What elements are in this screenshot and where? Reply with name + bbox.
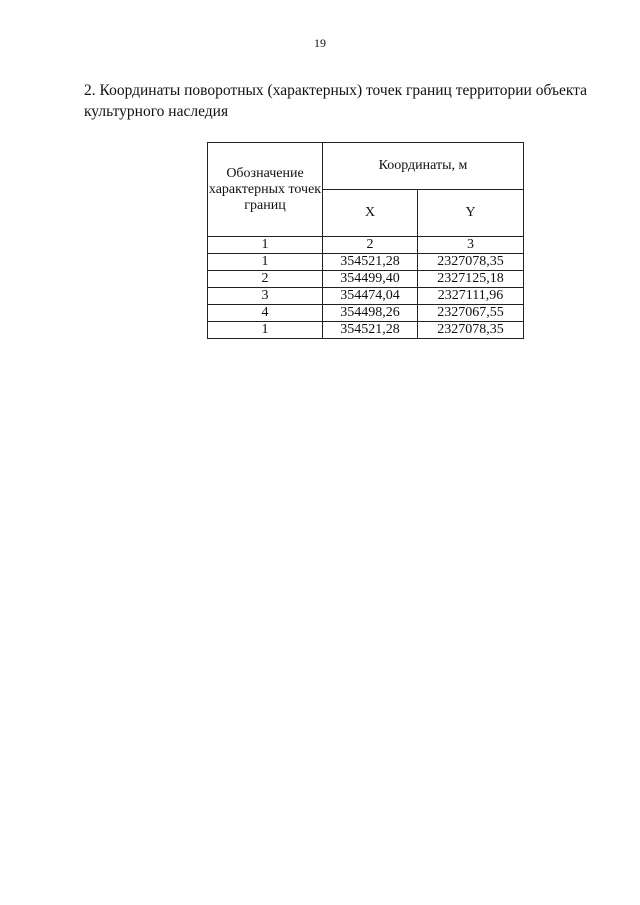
x-header: X: [323, 190, 418, 237]
point-cell: 3: [208, 288, 323, 305]
y-cell: 2327078,35: [418, 254, 524, 271]
section-heading: 2. Координаты поворотных (характерных) точек границ территории объекта культурного наследия: [84, 82, 588, 120]
column-index-cell: 2: [323, 237, 418, 254]
y-cell: 2327125,18: [418, 271, 524, 288]
table-row: [208, 322, 524, 339]
column-index-cell: 1: [208, 237, 323, 254]
coordinates-table: [207, 142, 524, 339]
point-cell: 4: [208, 305, 323, 322]
table-row: [208, 254, 524, 271]
table-row: [208, 305, 524, 322]
x-cell: 354521,28: [323, 322, 418, 339]
x-cell: 354499,40: [323, 271, 418, 288]
column-index-row: [208, 237, 524, 254]
page-number: 19: [314, 36, 326, 50]
table-row: [208, 271, 524, 288]
table-header-row: [208, 143, 524, 190]
point-cell: 1: [208, 322, 323, 339]
y-cell: 2327111,96: [418, 288, 524, 305]
table-row: [208, 288, 524, 305]
designation-header: Обозначение характерных точек границ: [208, 143, 323, 237]
y-cell: 2327078,35: [418, 322, 524, 339]
point-cell: 1: [208, 254, 323, 271]
y-header: Y: [418, 190, 524, 237]
point-cell: 2: [208, 271, 323, 288]
x-cell: 354498,26: [323, 305, 418, 322]
x-cell: 354521,28: [323, 254, 418, 271]
y-cell: 2327067,55: [418, 305, 524, 322]
column-index-cell: 3: [418, 237, 524, 254]
coordinates-header: Координаты, м: [323, 143, 524, 190]
x-cell: 354474,04: [323, 288, 418, 305]
